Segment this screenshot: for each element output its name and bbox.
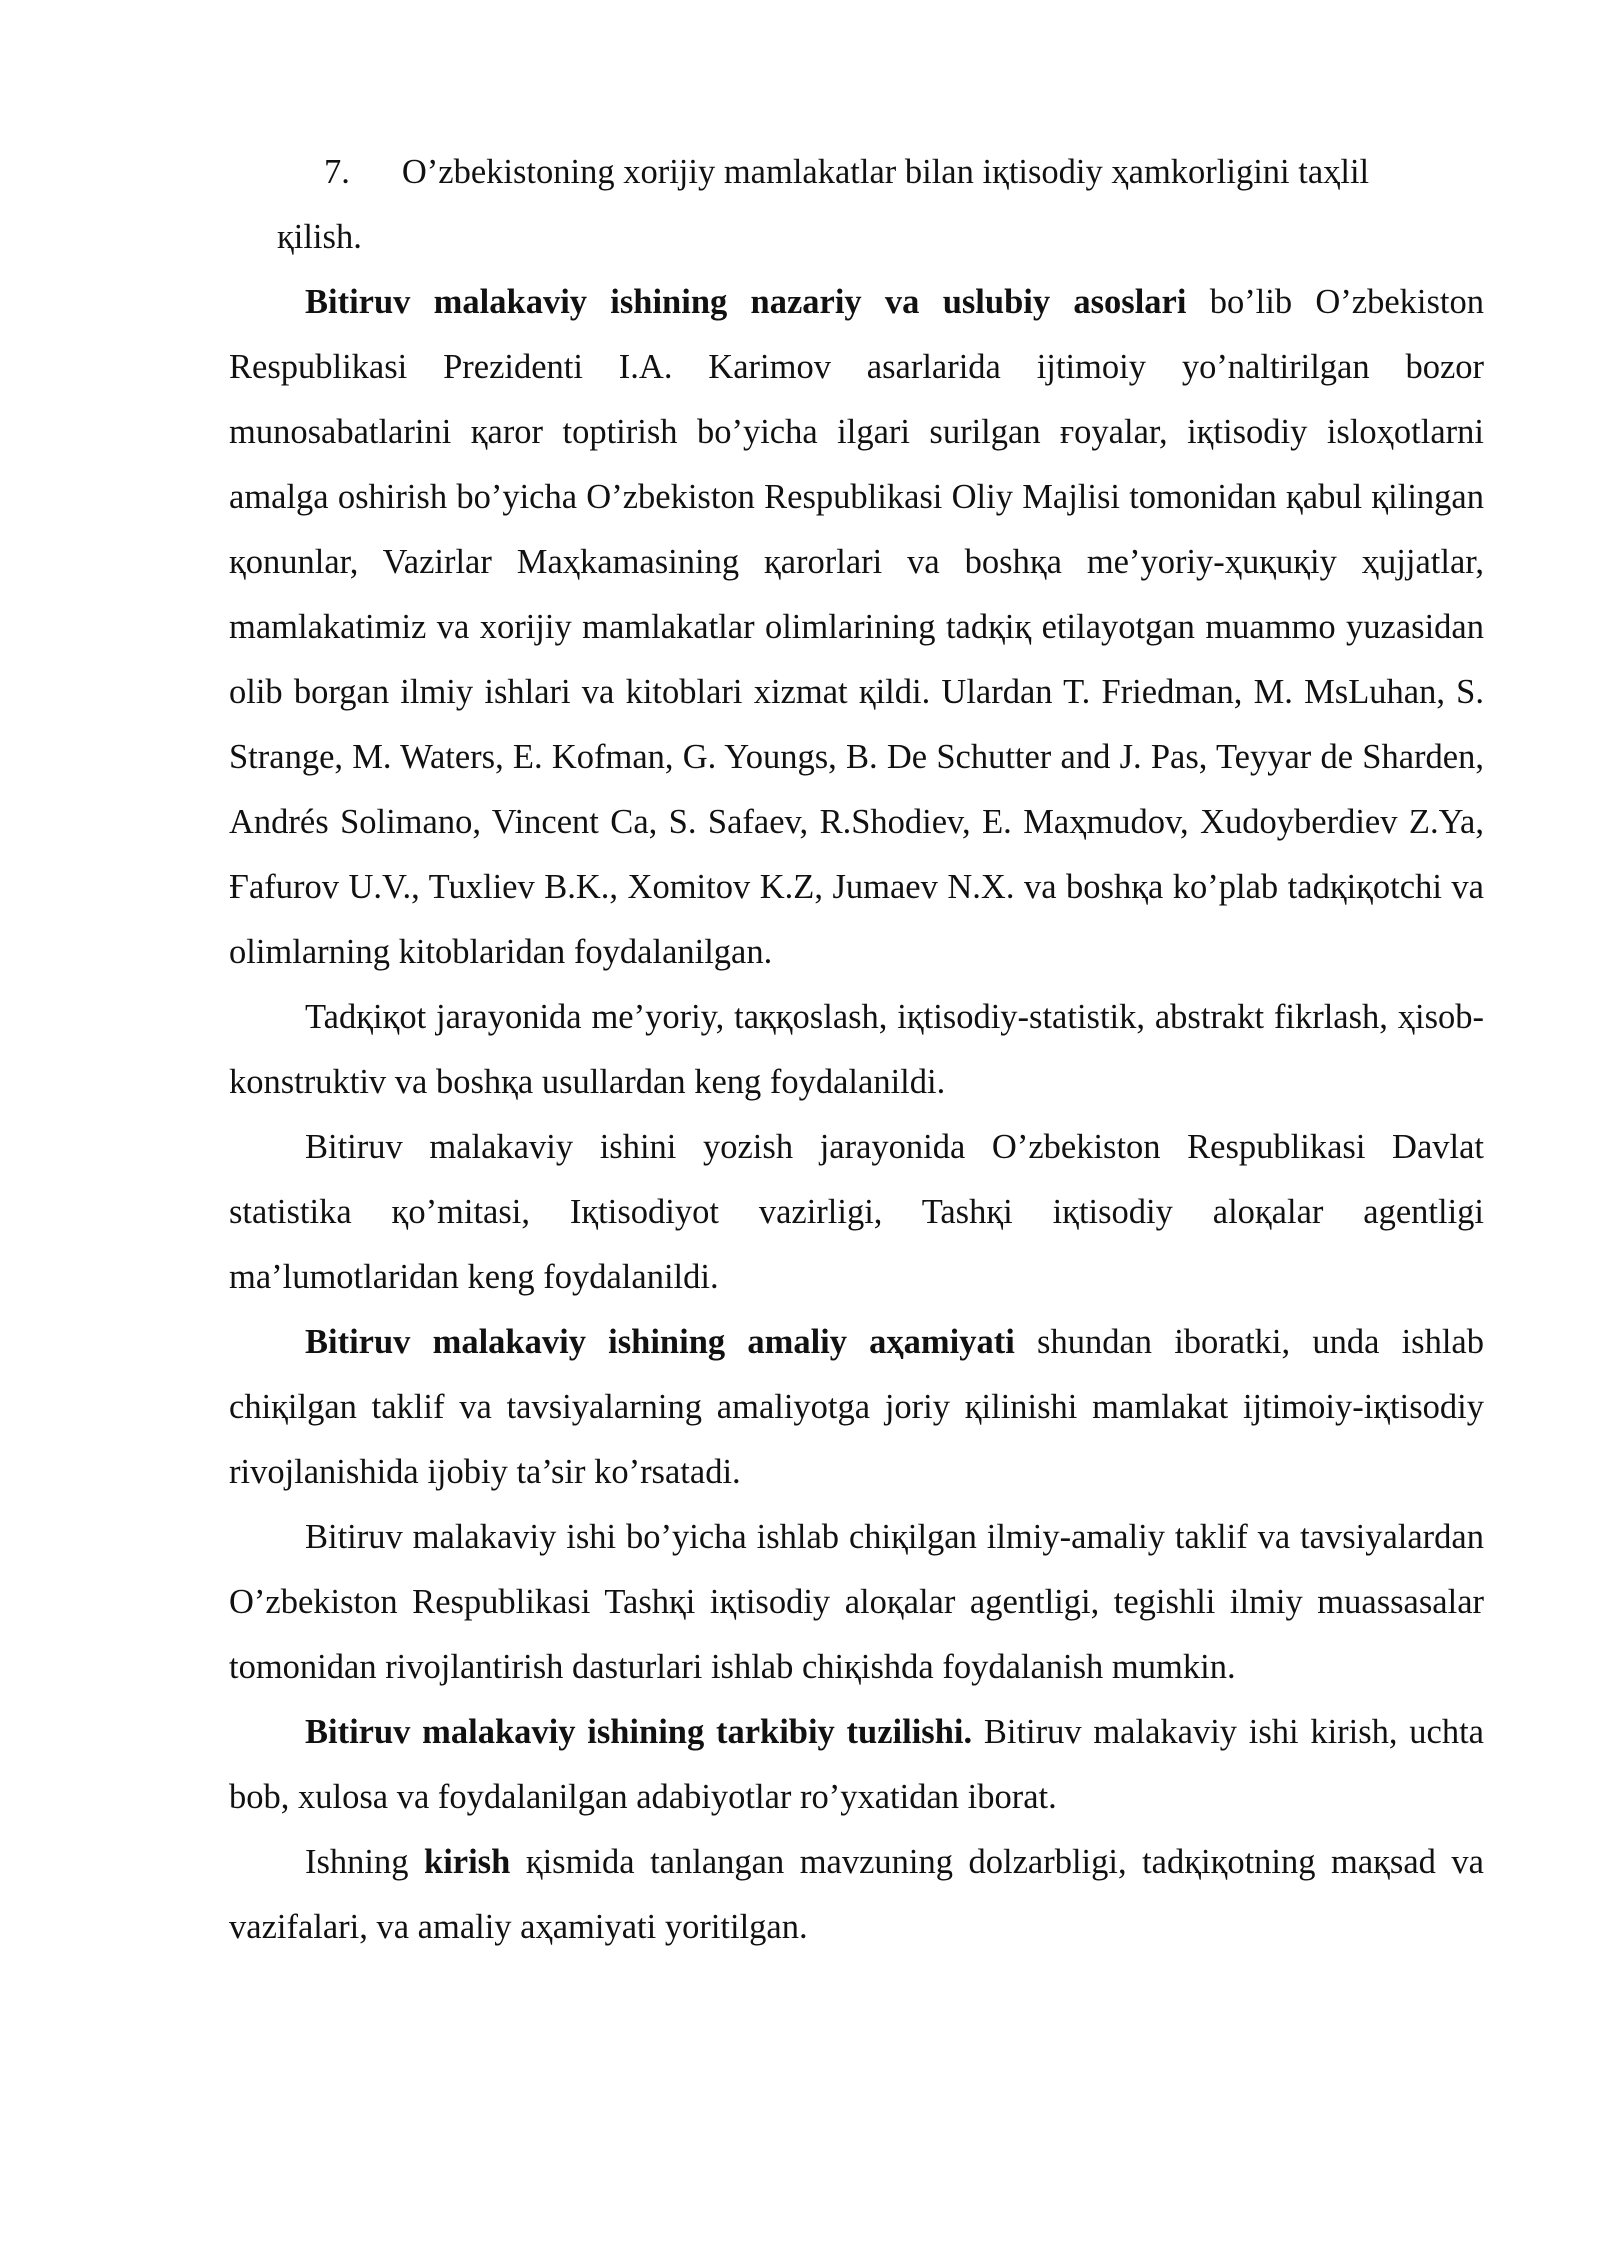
paragraph-structure xyxy=(229,1700,1484,1830)
paragraph-heading: Bitiruv malakaviy ishining tarkibiy tuzilishi. xyxy=(305,1713,973,1751)
paragraph-text-before: Ishning xyxy=(305,1843,425,1881)
paragraph-research-methods xyxy=(229,985,1484,1115)
paragraph-keyword: kirish xyxy=(424,1843,511,1881)
paragraph-theoretical-basis xyxy=(229,270,1484,985)
paragraph-text: Tadқiқot jarayonida me’yoriy, taққoslash, iқtisodiy-statistik, abstrakt fikrlash, ҳisob-konstruktiv va boshқa usullardan keng foydalanildi. xyxy=(229,998,1484,1101)
paragraph-recommendations-use xyxy=(229,1505,1484,1700)
list-item-continuation: қilish. xyxy=(277,218,362,256)
paragraph-practical-significance xyxy=(229,1310,1484,1505)
paragraph-data-sources xyxy=(229,1115,1484,1310)
paragraph-text: Bitiruv malakaviy ishi bo’yicha ishlab chiқilgan ilmiy-amaliy taklif va tavsiyalardan O’zbekiston Respublikasi Tashқi iқtisodiy aloқalar agentligi, tegishli ilmiy muassasalar tomonidan rivojlantirish dasturlari ishlab chiқishda foydalanish mumkin. xyxy=(229,1518,1484,1686)
paragraph-text: bo’lib O’zbekiston Respublikasi Prezidenti I.A. Karimov asarlarida ijtimoiy yo’naltirilgan bozor munosabatlarini қaror toptirish bo’yicha ilgari surilgan ғoyalar, iқtisodiy isloҳotlarni amalga oshirish bo’yicha O’zbekiston Respublikasi Oliy Majlisi tomonidan қabul қilingan қonunlar, Vazirlar Maҳkamasining қarorlari va boshқa me’yoriy-ҳuқuқiy ҳujjatlar, mamlakatimiz va xorijiy mamlakatlar olimlarining tadқiқ etilayotgan muammo yuzasidan olib borgan ilmiy ishlari va kitoblari xizmat қildi. Ulardan T. Friedman, M. MsLuhan, S. Strange, M. Waters, E. Kofman, G. Youngs, B. De Schutter and J. Pas, Teyyar de Sharden, Andrés Solimano, Vincent Ca, S. Safaev, R.Shodiev, E. Maҳmudov, Xudoyberdiev Z.Ya, Ғafurov U.V., Tuxliev B.K., Xomitov K.Z, Jumaev N.X. va boshқa ko’plab tadқiқotchi va olimlarning kitoblaridan foydalanilgan. xyxy=(229,283,1484,971)
paragraph-text: shundan iboratki, unda ishlab chiқilgan taklif va tavsiyalarning amaliyotga joriy қilinishi mamlakat ijtimoiy-iқtisodiy rivojlanishida ijobiy ta’sir ko’rsatadi. xyxy=(229,1323,1484,1491)
paragraph-heading: Bitiruv malakaviy ishining amaliy aҳamiyati xyxy=(305,1323,1015,1361)
paragraph-text: Bitiruv malakaviy ishi kirish, uchta bob, xulosa va foydalanilgan adabiyotlar ro’yxatidan iborat. xyxy=(229,1713,1484,1816)
list-item-number: 7. xyxy=(324,153,350,191)
paragraph-text: Bitiruv malakaviy ishini yozish jarayonida O’zbekiston Respublikasi Davlat statistika қo’mitasi, Iқtisodiyot vazirligi, Tashқi iқtisodiy aloқalar agentligi ma’lumotlaridan keng foydalanildi. xyxy=(229,1128,1484,1296)
paragraph-text-after: қismida tanlangan mavzuning dolzarbligi, tadқiқotning maқsad va vazifalari, va amaliy aҳamiyati yoritilgan. xyxy=(229,1843,1484,1946)
paragraph-heading: Bitiruv malakaviy ishining nazariy va uslubiy asoslari xyxy=(305,283,1187,321)
page-content xyxy=(229,140,1484,1960)
numbered-list-item xyxy=(324,140,1484,205)
paragraph-introduction-summary xyxy=(229,1830,1484,1960)
list-item-text: O’zbekistoning xorijiy mamlakatlar bilan iқtisodiy ҳamkorligini taҳlil xyxy=(401,153,1370,191)
